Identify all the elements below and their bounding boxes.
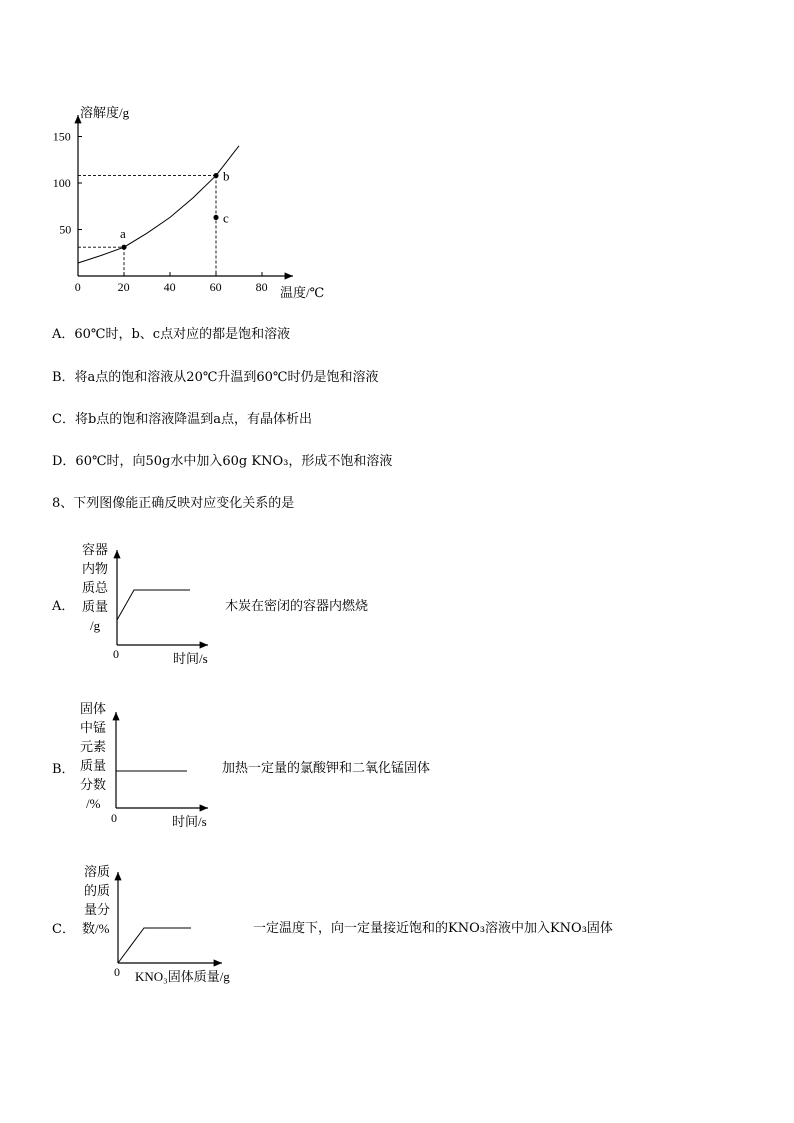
x-tick-label: 20 <box>117 280 130 294</box>
y-label-line: 元素 <box>80 739 107 754</box>
q7-option-b: B．将a点的饱和溶液从20℃升温到60℃时仍是饱和溶液 <box>52 370 379 385</box>
y-label-line: 数/% <box>82 921 110 936</box>
y-label-line: 中锰 <box>80 720 107 735</box>
y-tick-label: 150 <box>52 129 71 144</box>
y-tick-label: 50 <box>59 222 72 237</box>
x-tick-label: 80 <box>255 280 268 294</box>
y-tick-label: 100 <box>52 176 71 190</box>
origin-label: 0 <box>113 647 119 661</box>
x-axis-label: 时间/s <box>173 651 208 666</box>
q8-option-c-letter: C． <box>52 922 75 937</box>
x-tick-label: 0 <box>74 280 81 294</box>
q8-option-b-letter: B． <box>52 762 75 777</box>
solubility-curve <box>78 146 239 263</box>
y-label-line: 的质 <box>84 883 111 898</box>
point-c <box>213 215 218 220</box>
x-tick-label: 40 <box>163 280 176 294</box>
q8-option-a-description: 木炭在密闭的容器内燃烧 <box>225 599 369 614</box>
y-label-line: 容器 <box>82 542 109 557</box>
q8-option-c-graph <box>80 862 255 987</box>
point-label-a: a <box>120 226 126 242</box>
solubility-chart <box>50 95 350 310</box>
data-line <box>117 590 190 620</box>
y-label-line: /g <box>90 618 101 633</box>
point-b <box>213 173 218 178</box>
x-axis-label: 温度/℃ <box>280 285 325 300</box>
data-line <box>118 928 191 963</box>
y-label-line: /% <box>86 796 101 811</box>
y-label-line: 量分 <box>84 902 111 917</box>
q7-option-c: C．将b点的饱和溶液降温到a点，有晶体析出 <box>52 412 313 427</box>
y-label-line: 分数 <box>80 777 107 792</box>
y-label-line: 溶质 <box>84 864 111 879</box>
q8-option-a-graph <box>80 538 220 670</box>
q7-option-a: A．60℃时，b、c点对应的都是饱和溶液 <box>52 327 291 342</box>
point-label-c: c <box>223 210 229 226</box>
q8-stem: 8、下列图像能正确反映对应变化关系的是 <box>52 496 295 511</box>
point-label-b: b <box>223 168 230 184</box>
q8-option-c-description: 一定温度下，向一定量接近饱和的KNO₃溶液中加入KNO₃固体 <box>253 921 613 936</box>
q8-option-b-description: 加热一定量的氯酸钾和二氧化锰固体 <box>222 761 431 776</box>
y-label-line: 质总 <box>82 580 109 595</box>
origin-label: 0 <box>111 811 117 825</box>
q8-option-b-graph <box>78 698 218 832</box>
x-axis-label: 时间/s <box>172 814 207 829</box>
y-label-line: 内物 <box>82 561 109 576</box>
point-a <box>121 245 126 250</box>
y-label-line: 固体 <box>80 701 107 716</box>
x-tick-label: 60 <box>209 280 222 294</box>
x-axis-label: KNO₃固体质量/g <box>135 969 230 984</box>
y-label-line: 质量 <box>82 599 109 614</box>
y-label-line: 质量 <box>80 758 107 773</box>
q8-option-a-letter: A． <box>52 599 75 614</box>
y-axis-label: 溶解度/g <box>80 105 130 120</box>
q7-option-d: D．60℃时，向50g水中加入60g KNO₃，形成不饱和溶液 <box>52 454 393 469</box>
origin-label: 0 <box>114 965 120 979</box>
